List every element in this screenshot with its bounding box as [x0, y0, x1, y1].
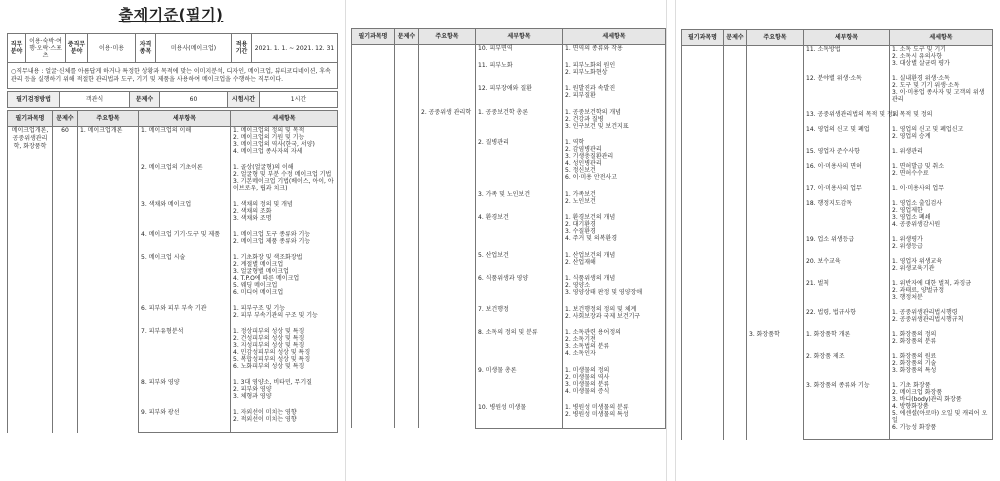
column-header-row	[352, 29, 666, 45]
sub-item-label: 9. 피부와 광선	[141, 409, 180, 416]
detail-items	[563, 329, 666, 367]
duty-description: ○직무내용 : 얼굴·신체를 아름답게 하거나 특정한 상황과 목적에 맞는 이미지분석, 디자인, 메이크업, 뷰티코디네이션, 후속관리 등을 실행하기 위해 적절한 관리법과 도구, 기기 및 제품을 사용하여 메이크업을 수행하는 직무이다.	[8, 63, 338, 89]
detail-item: 2. 영업제한	[892, 207, 923, 214]
sub-item-label: 2. 질병관리	[478, 139, 509, 146]
sub-item-label: 5. 산업보건	[478, 251, 509, 259]
detail-item: 1. 영업자 위생교육	[892, 258, 943, 265]
detail-item: 3. 영양상태 판정 및 영양장애	[565, 289, 643, 296]
detail-item: 2. 위생등급	[892, 243, 923, 250]
detail-item: 4. 공중위생감시원	[892, 221, 941, 228]
syllabus-table-3	[681, 29, 993, 440]
detail-item: 2. 도구 및 기기 위생·소독	[892, 82, 960, 89]
detail-items	[231, 379, 338, 409]
info-table	[7, 33, 338, 89]
sub-item	[476, 62, 563, 86]
detail-items	[231, 201, 338, 231]
detail-items	[563, 252, 666, 276]
detail-item: 1. 색채의 정의 및 개념	[233, 201, 293, 208]
page-2	[345, 0, 667, 481]
main-item: 1. 메이크업개론	[78, 127, 139, 433]
detail-items	[890, 200, 993, 236]
detail-item: 1. 위반자에 대한 벌칙, 과징금	[892, 280, 972, 287]
detail-items	[231, 127, 338, 165]
sub-item-label: 17. 이·미용사의 업무	[806, 185, 862, 192]
subject-name	[682, 46, 724, 440]
detail-item: 3. 체형과 영양	[233, 393, 272, 400]
detail-items	[563, 306, 666, 330]
detail-item: 2. 위생교육기관	[892, 265, 935, 272]
column-header-row	[8, 111, 338, 127]
sub-item-label: 12. 피부장애와 질환	[478, 85, 532, 92]
sub-item	[804, 75, 890, 111]
subject-question-count	[395, 45, 419, 429]
sub-item-label: 2. 메이크업의 기초이론	[141, 164, 203, 171]
sub-item-label: 7. 피부유형분석	[141, 328, 184, 335]
qualification: 미용사(메이크업)	[156, 34, 232, 63]
detail-item: 1. 기초화장 및 색조화장법	[233, 254, 303, 261]
sub-item-label: 21. 벌칙	[806, 280, 830, 287]
detail-item: 2. 메이크업 화장품	[892, 389, 943, 396]
column-header: 세부항목	[139, 111, 231, 127]
sub-item-label: 9. 미생물 총론	[478, 366, 517, 374]
detail-item: 2. 색채의 조화	[233, 208, 272, 215]
sub-item-label: 13. 공중위생관리법의 목적 및 정의	[806, 111, 899, 118]
detail-item: 5. 정신보건	[565, 167, 596, 174]
sub-item	[476, 252, 563, 276]
detail-item: 2. 영업의 승계	[892, 133, 931, 140]
detail-item: 1. 화장품의 원료	[892, 353, 937, 360]
detail-item: 3. 화장품의 특성	[892, 367, 937, 374]
column-header: 필기과목명	[352, 29, 395, 45]
detail-item: 6. 노화피부의 성상 및 특징	[233, 363, 305, 370]
detail-items	[890, 75, 993, 111]
main-item: 3. 화장품학	[747, 331, 804, 440]
detail-item: 2. 피부노화현상	[565, 68, 608, 76]
method: 객관식	[60, 92, 130, 108]
detail-item: 4. 미생물의 증식	[565, 387, 610, 395]
column-header: 문제수	[395, 29, 419, 45]
detail-item: 1. 위생관리	[892, 148, 923, 155]
detail-item: 1. 공중보건학의 개념	[565, 108, 621, 116]
sub-item	[804, 185, 890, 200]
main-item	[419, 45, 476, 109]
detail-item: 2. 소독기전	[565, 336, 596, 343]
column-header: 주요항목	[78, 111, 139, 127]
column-header: 세부항목	[476, 29, 563, 45]
sub-item-label: 15. 영업자 준수사항	[806, 148, 860, 155]
detail-items	[231, 305, 338, 328]
column-header-row	[682, 30, 993, 46]
detail-item: 1. 골상(얼굴형)의 이해	[233, 164, 294, 171]
detail-item: 1. 환경보건의 개념	[565, 214, 616, 221]
detail-item: 1. 실내환경 위생·소독	[892, 75, 950, 82]
column-header: 세세항목	[563, 29, 666, 45]
detail-items	[890, 185, 993, 200]
detail-item: 3. 미생물의 분류	[565, 380, 610, 388]
sub-item	[476, 45, 563, 62]
sub-item	[139, 328, 231, 379]
detail-item: 3. 색채와 조명	[233, 215, 272, 222]
sub-item	[476, 367, 563, 405]
detail-item: 1. 식품위생의 개념	[565, 275, 616, 282]
exam-time: 1시간	[260, 92, 338, 108]
detail-item: 2. 면허수수료	[892, 170, 929, 177]
detail-item: 1. 자외선이 미치는 영향	[233, 409, 297, 416]
subject-question-count: 60	[53, 127, 78, 433]
sub-item	[804, 200, 890, 236]
detail-item: 4. 주거 및 의복환경	[565, 235, 618, 242]
detail-items	[231, 231, 338, 254]
detail-item: 3. 얼굴형별 메이크업	[233, 268, 289, 275]
detail-items	[563, 367, 666, 405]
detail-item: 3. 대상별 살균력 평가	[892, 60, 950, 67]
detail-item: 1. 면역의 종류와 작용	[565, 45, 623, 52]
sub-item	[139, 231, 231, 254]
detail-item: 1. 위생평가	[892, 236, 923, 243]
sub-item-label: 8. 소독의 정의 및 분류	[478, 329, 538, 336]
sub-item-label: 2. 화장품 제조	[806, 353, 845, 360]
sub-item	[139, 305, 231, 328]
detail-item: 2. 적외선이 미치는 영향	[233, 416, 297, 423]
detail-item: 1. 메이크업 도구 종류와 기능	[233, 231, 311, 238]
detail-item: 1. 소독관련 용어정의	[565, 329, 621, 336]
sub-item-label: 16. 이·미용사의 면허	[806, 163, 862, 170]
detail-item: 2. 화장품의 분류	[892, 338, 937, 345]
detail-items	[890, 309, 993, 331]
detail-items	[563, 62, 666, 86]
sub-item-label: 3. 색채와 메이크업	[141, 201, 192, 208]
column-header: 세부항목	[804, 30, 890, 46]
mid-field: 이용·미용	[88, 34, 136, 63]
detail-item: 1. 가족보건	[565, 190, 596, 198]
period: 2021. 1. 1. ~ 2021. 12. 31	[252, 34, 338, 63]
detail-item: 1. 영업소 출입검사	[892, 200, 943, 207]
sub-item-label: 12. 분야별 위생·소독	[806, 75, 862, 82]
sub-item-label: 7. 보건행정	[478, 305, 509, 313]
detail-item: 3. 인구보건 및 보건지표	[565, 122, 629, 130]
sub-item	[804, 258, 890, 280]
sub-item	[804, 353, 890, 382]
column-header: 필기과목명	[682, 30, 724, 46]
detail-item: 3. 기본메이크업 기법(베이스, 아이, 아이브로우, 립과 치크)	[233, 178, 334, 192]
detail-items	[231, 328, 338, 379]
detail-items	[890, 111, 993, 126]
detail-item: 2. 얼굴형 및 부분 수정 메이크업 기법	[233, 171, 332, 178]
detail-items	[231, 254, 338, 305]
detail-item: 1. 정상피부의 성상 및 특징	[233, 328, 305, 335]
sub-item	[476, 85, 563, 109]
detail-item: 1. 메이크업의 정의 및 목적	[233, 127, 305, 134]
detail-item: 2. 공중위생관리법시행규칙	[892, 316, 964, 323]
detail-items	[563, 139, 666, 191]
detail-item: 3. 소독법의 분류	[565, 343, 610, 350]
sub-item-label: 20. 보수교육	[806, 258, 841, 265]
question-count: 60	[160, 92, 228, 108]
detail-items	[563, 191, 666, 215]
sub-item	[476, 139, 563, 191]
sub-item	[804, 331, 890, 353]
detail-item: 3. 지성피부의 성상 및 특징	[233, 342, 305, 349]
sub-item	[804, 111, 899, 126]
sub-item-label: 1. 메이크업의 이해	[141, 127, 192, 134]
column-header: 세세항목	[890, 30, 993, 46]
detail-item: 3. 메이크업의 역사(한국, 서양)	[233, 141, 315, 148]
detail-item: 2. 피부와 영양	[233, 386, 272, 393]
sub-item	[476, 109, 563, 140]
sub-item-label: 4. 메이크업 기기·도구 및 제품	[141, 231, 221, 238]
detail-item: 5. 에센셜(아로마) 오일 및 캐리어 오일	[892, 410, 988, 424]
sub-item	[139, 127, 231, 165]
detail-item: 1. 화장품의 정의	[892, 331, 937, 338]
syllabus-body	[352, 45, 666, 429]
sub-item-label: 11. 피부노화	[478, 61, 513, 69]
detail-items	[563, 109, 666, 140]
detail-item: 3. 영업소 폐쇄	[892, 214, 931, 221]
column-header: 주요항목	[747, 30, 804, 46]
table-row	[352, 45, 666, 62]
detail-item: 4. 민감성피부의 성상 및 특징	[233, 349, 311, 356]
detail-item: 2. 노인보건	[565, 197, 596, 205]
detail-items	[563, 85, 666, 109]
detail-item: 2. 영양소	[565, 282, 591, 289]
sub-item	[476, 214, 563, 252]
sub-item	[804, 280, 890, 309]
period-label: 적용기간	[232, 34, 252, 63]
syllabus-table-2	[351, 28, 666, 429]
page-3	[675, 0, 1000, 481]
detail-items	[890, 353, 993, 382]
detail-item: 4. 메이크업 종사자의 자세	[233, 148, 303, 155]
main-item: 2. 공중위생 관리학	[419, 109, 476, 429]
detail-item: 2. 사회보장과 국제 보건기구	[565, 312, 641, 320]
detail-item: 5. 복합성피부의 성상 및 특징	[233, 356, 311, 363]
detail-item: 3. 바디(body)관리 화장품	[892, 396, 962, 403]
sub-item	[804, 148, 890, 163]
detail-items	[890, 163, 993, 185]
sub-item-label: 3. 화장품의 종류와 기능	[806, 382, 870, 389]
detail-item: 1. 병원성 미생물의 분류	[565, 404, 629, 411]
detail-item: 4. 소독인자	[565, 350, 596, 357]
detail-item: 2. 건강과 질병	[565, 115, 604, 123]
detail-item: 2. 건성피부의 성상 및 특징	[233, 335, 305, 342]
detail-item: 4. 방향화장품	[892, 403, 929, 410]
detail-item: 2. 대기환경	[565, 221, 596, 228]
detail-items	[890, 126, 993, 148]
sub-item-label: 6. 식품위생과 영양	[478, 275, 529, 282]
sub-item-label: 8. 피부와 영양	[141, 379, 180, 386]
syllabus-table-1	[7, 110, 338, 433]
sub-item	[139, 164, 231, 201]
detail-item: 1. 소독 도구 및 기기	[892, 46, 946, 53]
detail-item: 2. 메이크업 제품 종류와 기능	[233, 238, 311, 245]
detail-items	[890, 148, 993, 163]
sub-item-label: 4. 환경보건	[478, 214, 509, 221]
sub-item	[476, 404, 563, 428]
detail-item: 1. 산업보건의 개념	[565, 251, 616, 259]
detail-item: 1. 미생물의 정의	[565, 366, 610, 374]
sub-item	[804, 163, 890, 185]
detail-item: 2. 화장품의 기술	[892, 360, 937, 367]
sub-item-label: 14. 영업의 신고 및 폐업	[806, 126, 870, 133]
sub-item	[476, 306, 563, 330]
sub-item-label: 10. 병원성 미생물	[478, 404, 527, 411]
detail-item: 1. 이·미용사의 업무	[892, 185, 945, 192]
sub-item	[804, 126, 890, 148]
detail-item: 6. 미디어 메이크업	[233, 289, 284, 296]
column-header: 문제수	[724, 30, 747, 46]
column-header: 필기과목명	[8, 111, 53, 127]
detail-items	[890, 382, 993, 440]
detail-items	[231, 409, 338, 433]
sub-item	[476, 191, 563, 215]
sub-item-label: 3. 가족 및 노인보건	[478, 190, 531, 198]
detail-items	[563, 214, 666, 252]
detail-item: 5. 웨딩 메이크업	[233, 282, 278, 289]
sub-item	[139, 254, 231, 305]
detail-item: 3. 수질환경	[565, 228, 596, 235]
subject-question-count	[724, 46, 747, 440]
sub-item	[139, 201, 231, 231]
document-title: 출제기준(필기)	[118, 6, 224, 24]
qual-label: 자격종목	[136, 34, 156, 63]
detail-item: 4. T.P.O에 따른 메이크업	[233, 275, 300, 282]
syllabus-body	[682, 46, 993, 440]
sub-item	[139, 409, 231, 433]
exam-method-table	[7, 91, 338, 108]
detail-item: 4. 성인병관리	[565, 160, 602, 167]
detail-item: 1. 공중위생관리법시행령	[892, 309, 958, 316]
sub-item-label: 10. 피부면역	[478, 45, 513, 52]
detail-item: 2. 소독시 유의사항	[892, 53, 943, 60]
sub-item	[139, 379, 231, 409]
sub-item-label: 1. 화장품학 개론	[806, 331, 851, 338]
detail-items	[890, 280, 993, 309]
detail-item: 3. 이·미용업 종사자 및 고객의 위생관리	[892, 89, 985, 103]
sub-item-label: 11. 소독방법	[806, 46, 841, 53]
detail-item: 1. 영업의 신고 및 폐업신고	[892, 126, 964, 133]
detail-item: 1. 피부구조 및 기능	[233, 305, 286, 312]
sub-item	[804, 236, 890, 258]
column-header: 세세항목	[231, 111, 338, 127]
subject-name: 메이크업개론, 공중위생관리학, 화장품학	[8, 127, 53, 433]
detail-items	[890, 331, 993, 353]
detail-items	[563, 404, 666, 428]
detail-items	[890, 46, 993, 76]
sub-item-label: 5. 메이크업 시술	[141, 254, 186, 261]
detail-item: 1. 역학	[565, 139, 585, 146]
sub-item-label: 1. 공중보건학 총론	[478, 108, 529, 116]
detail-item: 2. 과태료, 양벌규정	[892, 287, 945, 294]
method-label: 필기검정방법	[8, 92, 60, 108]
detail-items	[563, 275, 666, 306]
detail-item: 1. 피부노화의 원인	[565, 61, 616, 69]
detail-item: 1. 면허발급 및 취소	[892, 163, 945, 170]
detail-item: 2. 미생물의 역사	[565, 373, 610, 381]
detail-item: 2. 산업재해	[565, 258, 596, 266]
sub-item-label: 6. 피부와 피부 부속 기관	[141, 305, 207, 312]
sub-item-label: 19. 업소 위생등급	[806, 236, 855, 243]
detail-item: 2. 병원성 미생물의 특성	[565, 411, 629, 418]
mid-field-label: 중직무분야	[66, 34, 88, 63]
syllabus-body	[8, 127, 338, 433]
detail-item: 1. 기초 화장품	[892, 382, 931, 389]
sub-item	[476, 275, 563, 306]
column-header: 주요항목	[419, 29, 476, 45]
detail-item: 3. 행정처분	[892, 294, 923, 301]
sub-item-label: 18. 행정지도감독	[806, 200, 853, 207]
sub-item	[476, 329, 563, 367]
time-label: 시험시간	[228, 92, 260, 108]
detail-item: 1. 목적 및 정의	[892, 111, 933, 118]
detail-item: 6. 기능성 화장품	[892, 424, 937, 431]
detail-items	[890, 258, 993, 280]
detail-item: 3. 기생충질환관리	[565, 153, 614, 160]
detail-item: 2. 메이크업의 기원 및 기능	[233, 134, 305, 141]
column-header: 문제수	[53, 111, 78, 127]
table-row	[682, 46, 993, 76]
detail-item: 1. 3대 영양소, 비타민, 무기질	[233, 379, 312, 386]
count-label: 문제수	[130, 92, 160, 108]
main-item	[747, 46, 804, 332]
detail-item: 6. 이·미용 안전사고	[565, 174, 618, 181]
detail-item: 2. 피부 부속기관의 구조 및 기능	[233, 312, 318, 319]
job-field-label: 직무분야	[8, 34, 26, 63]
sub-item	[804, 46, 890, 76]
detail-item: 1. 보건행정의 정의 및 체계	[565, 305, 637, 313]
sub-item	[804, 382, 890, 440]
detail-items	[231, 164, 338, 201]
detail-item: 2. 계절별 메이크업	[233, 261, 284, 268]
table-row	[8, 127, 338, 165]
detail-items	[563, 45, 666, 62]
detail-item: 2. 피부질환	[565, 92, 596, 99]
detail-item: 1. 원발진과 속발진	[565, 85, 616, 92]
job-field: 이용·숙박·여행·오락·스포츠	[26, 34, 66, 63]
subject-name	[352, 45, 395, 429]
sub-item	[804, 309, 890, 331]
sub-item-label: 22. 법령, 법규사항	[806, 309, 857, 316]
detail-items	[890, 236, 993, 258]
page-1	[0, 0, 342, 481]
detail-item: 2. 감염병관리	[565, 146, 602, 153]
